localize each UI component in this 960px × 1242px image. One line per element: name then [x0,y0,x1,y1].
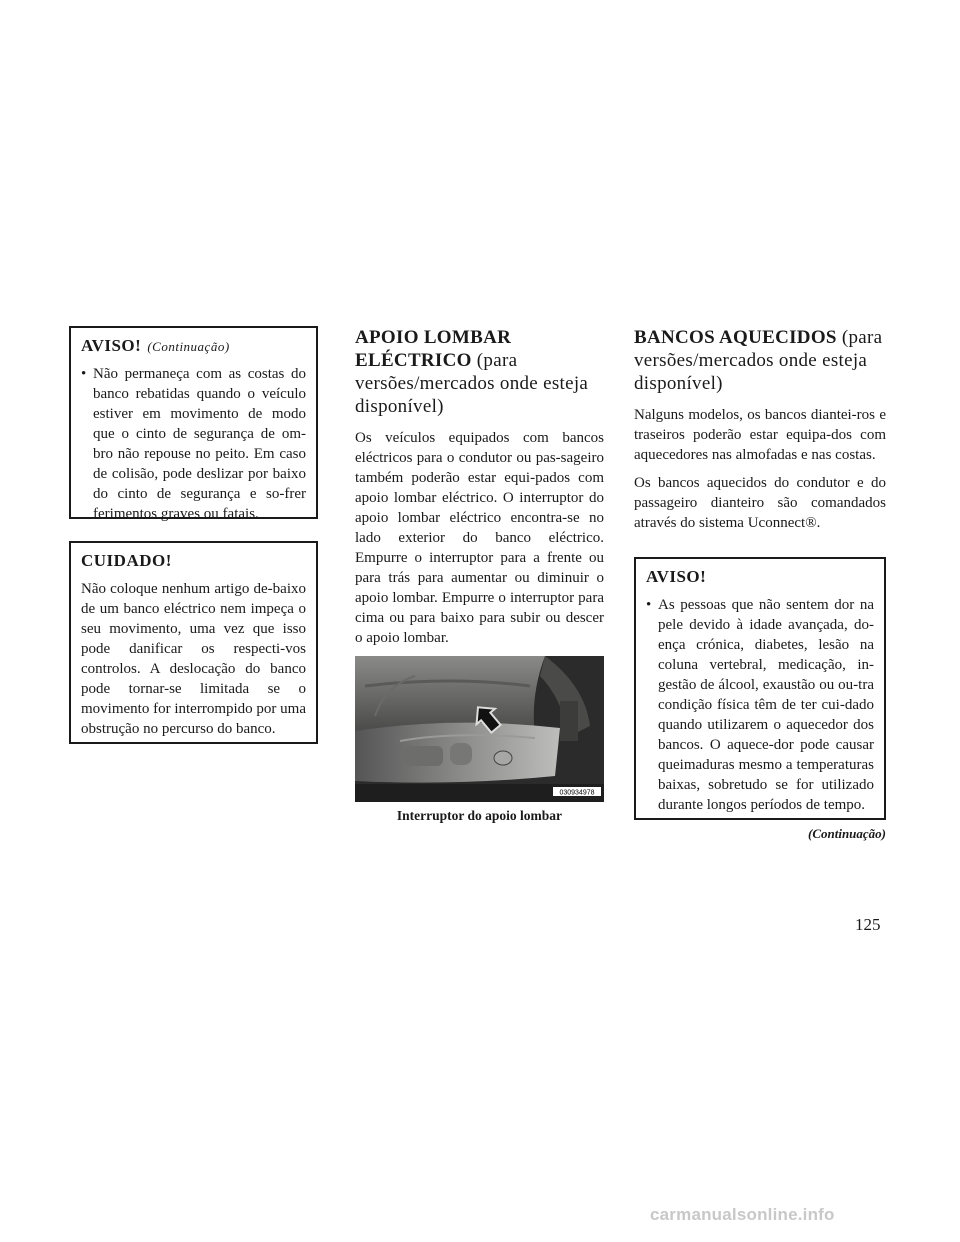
heated-seats-paragraph-2: Os bancos aquecidos do condutor e do passageiro dianteiro são comandados através do sistema Uconnect®. [634,475,886,531]
warning-box-continued [69,326,318,522]
warning-box-title: AVISO! [646,567,707,586]
bullet-icon: • [646,597,652,613]
bullet-icon: • [81,366,87,382]
warning-box-title: AVISO! (Continuação) [81,336,230,355]
figure-caption: Interruptor do apoio lombar [396,808,563,823]
right-column [634,326,886,842]
caution-box [69,541,318,744]
section-heading-heated-seats: BANCOS AQUECIDOS (para versões/mercados onde esteja disponível) [634,327,883,394]
left-column [69,326,318,744]
section-heading-lumbar: APOIO LOMBAR ELÉCTRICO (para versões/mercados onde esteja disponível) [355,327,589,417]
lumbar-paragraph: Os veículos equipados com bancos eléctricos para o condutor ou pas-sageiro também poderão estar equi-pados com apoio lombar eléctrico. O interruptor do apoio lombar eléctrico encontra-se no lado exterior do banco eléctrico. Empurre o interruptor para a frente ou para trás para aumentar ou diminuir o apoio lombar. Empurre o interruptor para cima ou para baixo para subir ou descer o apoio lombar. [355,430,604,646]
watermark: carmanualsonline.info [650,1205,835,1224]
continued-footer: (Continuação) [807,826,886,841]
heated-seats-paragraph-1: Nalguns modelos, os bancos diantei-ros e traseiros poderão estar equipa-dos com aquecedores nas almofadas e nas costas. [634,407,886,463]
caution-box-title: CUIDADO! [81,551,172,570]
warning-box-heated [634,557,886,820]
warning-bullet: • As pessoas que não sentem dor na pele devido à idade avançada, do-ença crónica, diabetes, lesão na coluna vertebral, medicação, in-gestão de álcool, exaustão ou ou-tra condição física têm de ter cui-dado quando utilizarem o aquecedor dos bancos. O aquece-dor pode causar queimaduras mesmo a temperaturas baixas, sobretudo se for utilizado durante longos períodos de tempo. [646,597,874,813]
figure-code: 030934978 [559,789,595,797]
continued-label: (Continuação) [147,339,230,354]
middle-column [355,326,604,824]
caution-text: Não coloque nenhum artigo de-baixo de um banco eléctrico nem impeça o seu movimento, uma vez que isso pode danificar os respecti-vos controlos. A deslocação do banco pode tornar-se limitada se o movimento for interrompido por uma obstrução no percurso do banco. [81,581,306,737]
warning-bullet: • Não permaneça com as costas do banco rebatidas quando o veículo estiver em movimento de modo que o cinto de segurança de om-bro não repouse no peito. Em caso de colisão, pode deslizar por baixo do cinto de segurança e so-frer ferimentos graves ou fatais. [81,366,306,522]
seat-illustration [355,656,604,802]
page-number: 125 [855,915,881,934]
lumbar-switch-photo [355,656,604,802]
